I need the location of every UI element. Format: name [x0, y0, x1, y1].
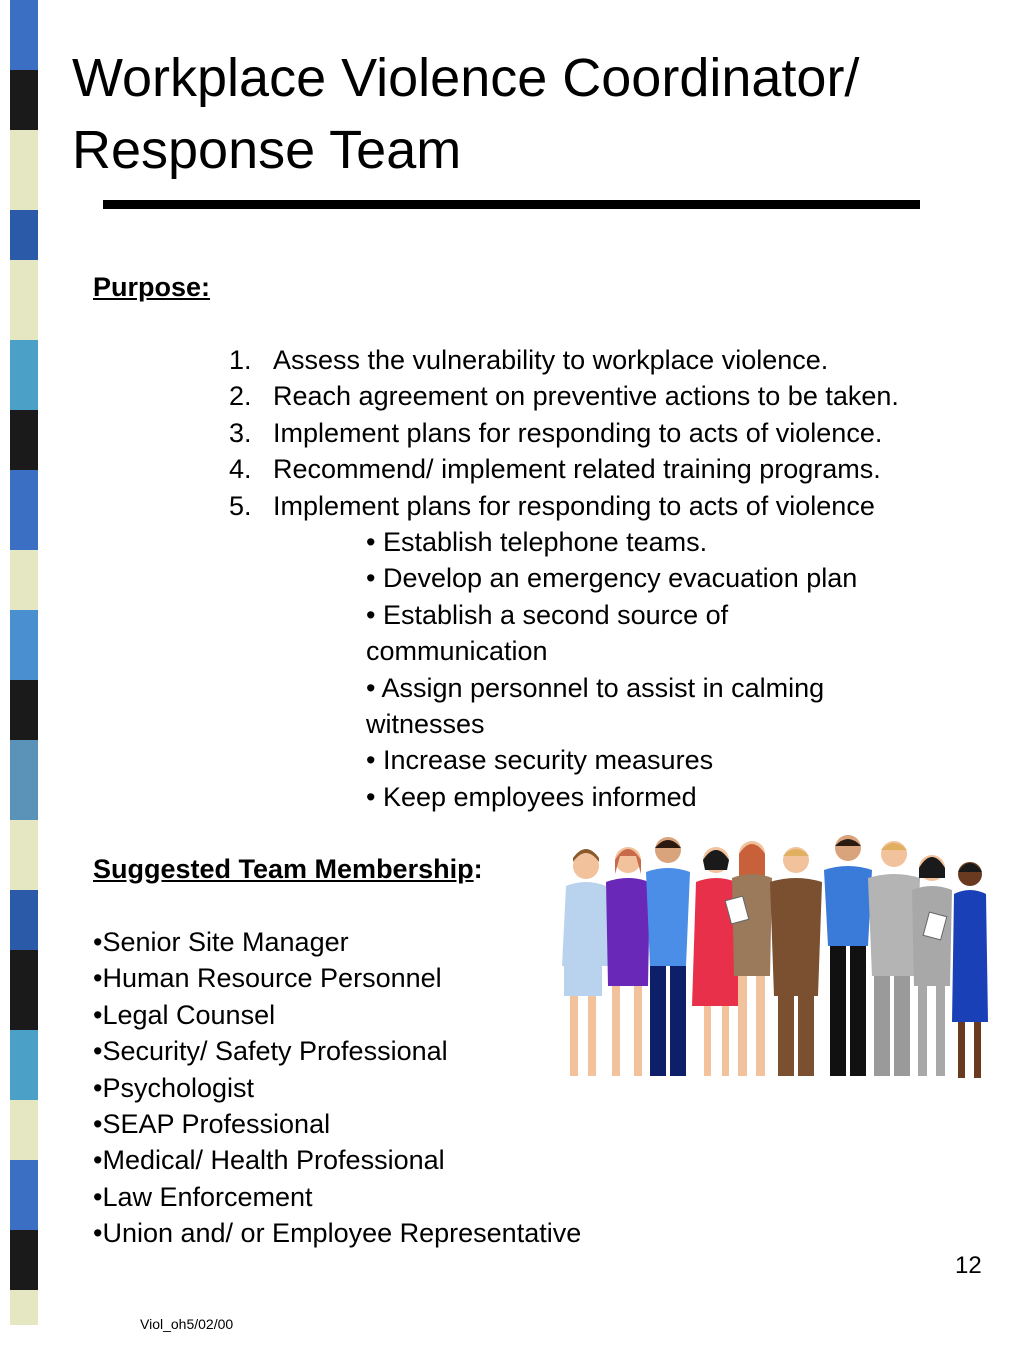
list-item: •Medical/ Health Professional [93, 1145, 445, 1176]
list-item: •Human Resource Personnel [93, 963, 442, 994]
team-people-illustration [556, 826, 996, 1106]
list-item: 1. Assess the vulnerability to workplace violence. [229, 345, 829, 375]
list-item: 3. Implement plans for responding to acts of violence. [229, 417, 883, 448]
membership-heading: Suggested Team Membership: [93, 854, 483, 884]
person-figure [912, 855, 952, 1076]
list-item: •Union and/ or Employee Representative [93, 1218, 582, 1249]
slide-title: Workplace Violence Coordinator/ Response Team [72, 48, 860, 180]
list-item: 4. Recommend/ implement related training programs. [229, 454, 881, 485]
person-figure [606, 847, 650, 1076]
sub-list-item: • Increase security measures [366, 745, 714, 776]
decorative-stripe [10, 0, 38, 1365]
purpose-heading: Purpose: [93, 272, 211, 302]
list-item: •SEAP Professional [93, 1109, 331, 1140]
person-figure [770, 847, 822, 1076]
list-item: •Psychologist [93, 1072, 255, 1103]
sub-list-item: • Keep employees informed [366, 781, 697, 812]
purpose-list [229, 342, 899, 524]
sub-list-item: • Establish a second source of communication [366, 599, 729, 667]
sub-list-item: • Develop an emergency evacuation plan [366, 563, 858, 594]
sub-list-item: • Establish telephone teams. [366, 527, 708, 557]
footer-code: Viol_oh5/02/00 [140, 1316, 234, 1332]
list-item: •Law Enforcement [93, 1181, 313, 1212]
membership-list [93, 924, 581, 1252]
person-figure [646, 837, 690, 1076]
person-figure [952, 862, 988, 1078]
list-item: •Security/ Safety Professional [93, 1036, 448, 1067]
list-item: •Senior Site Manager [93, 927, 349, 957]
list-item: 2. Reach agreement on preventive actions to be taken. [229, 381, 899, 412]
purpose-sublist [366, 524, 926, 815]
sub-list-item: • Assign personnel to assist in calming witnesses [366, 672, 825, 740]
list-item: 5. Implement plans for responding to acts of violence [229, 490, 875, 521]
title-underline [103, 200, 920, 209]
person-figure [824, 835, 872, 1076]
person-figure [868, 841, 920, 1076]
page-number: 12 [955, 1252, 982, 1279]
list-item: •Legal Counsel [93, 999, 276, 1030]
